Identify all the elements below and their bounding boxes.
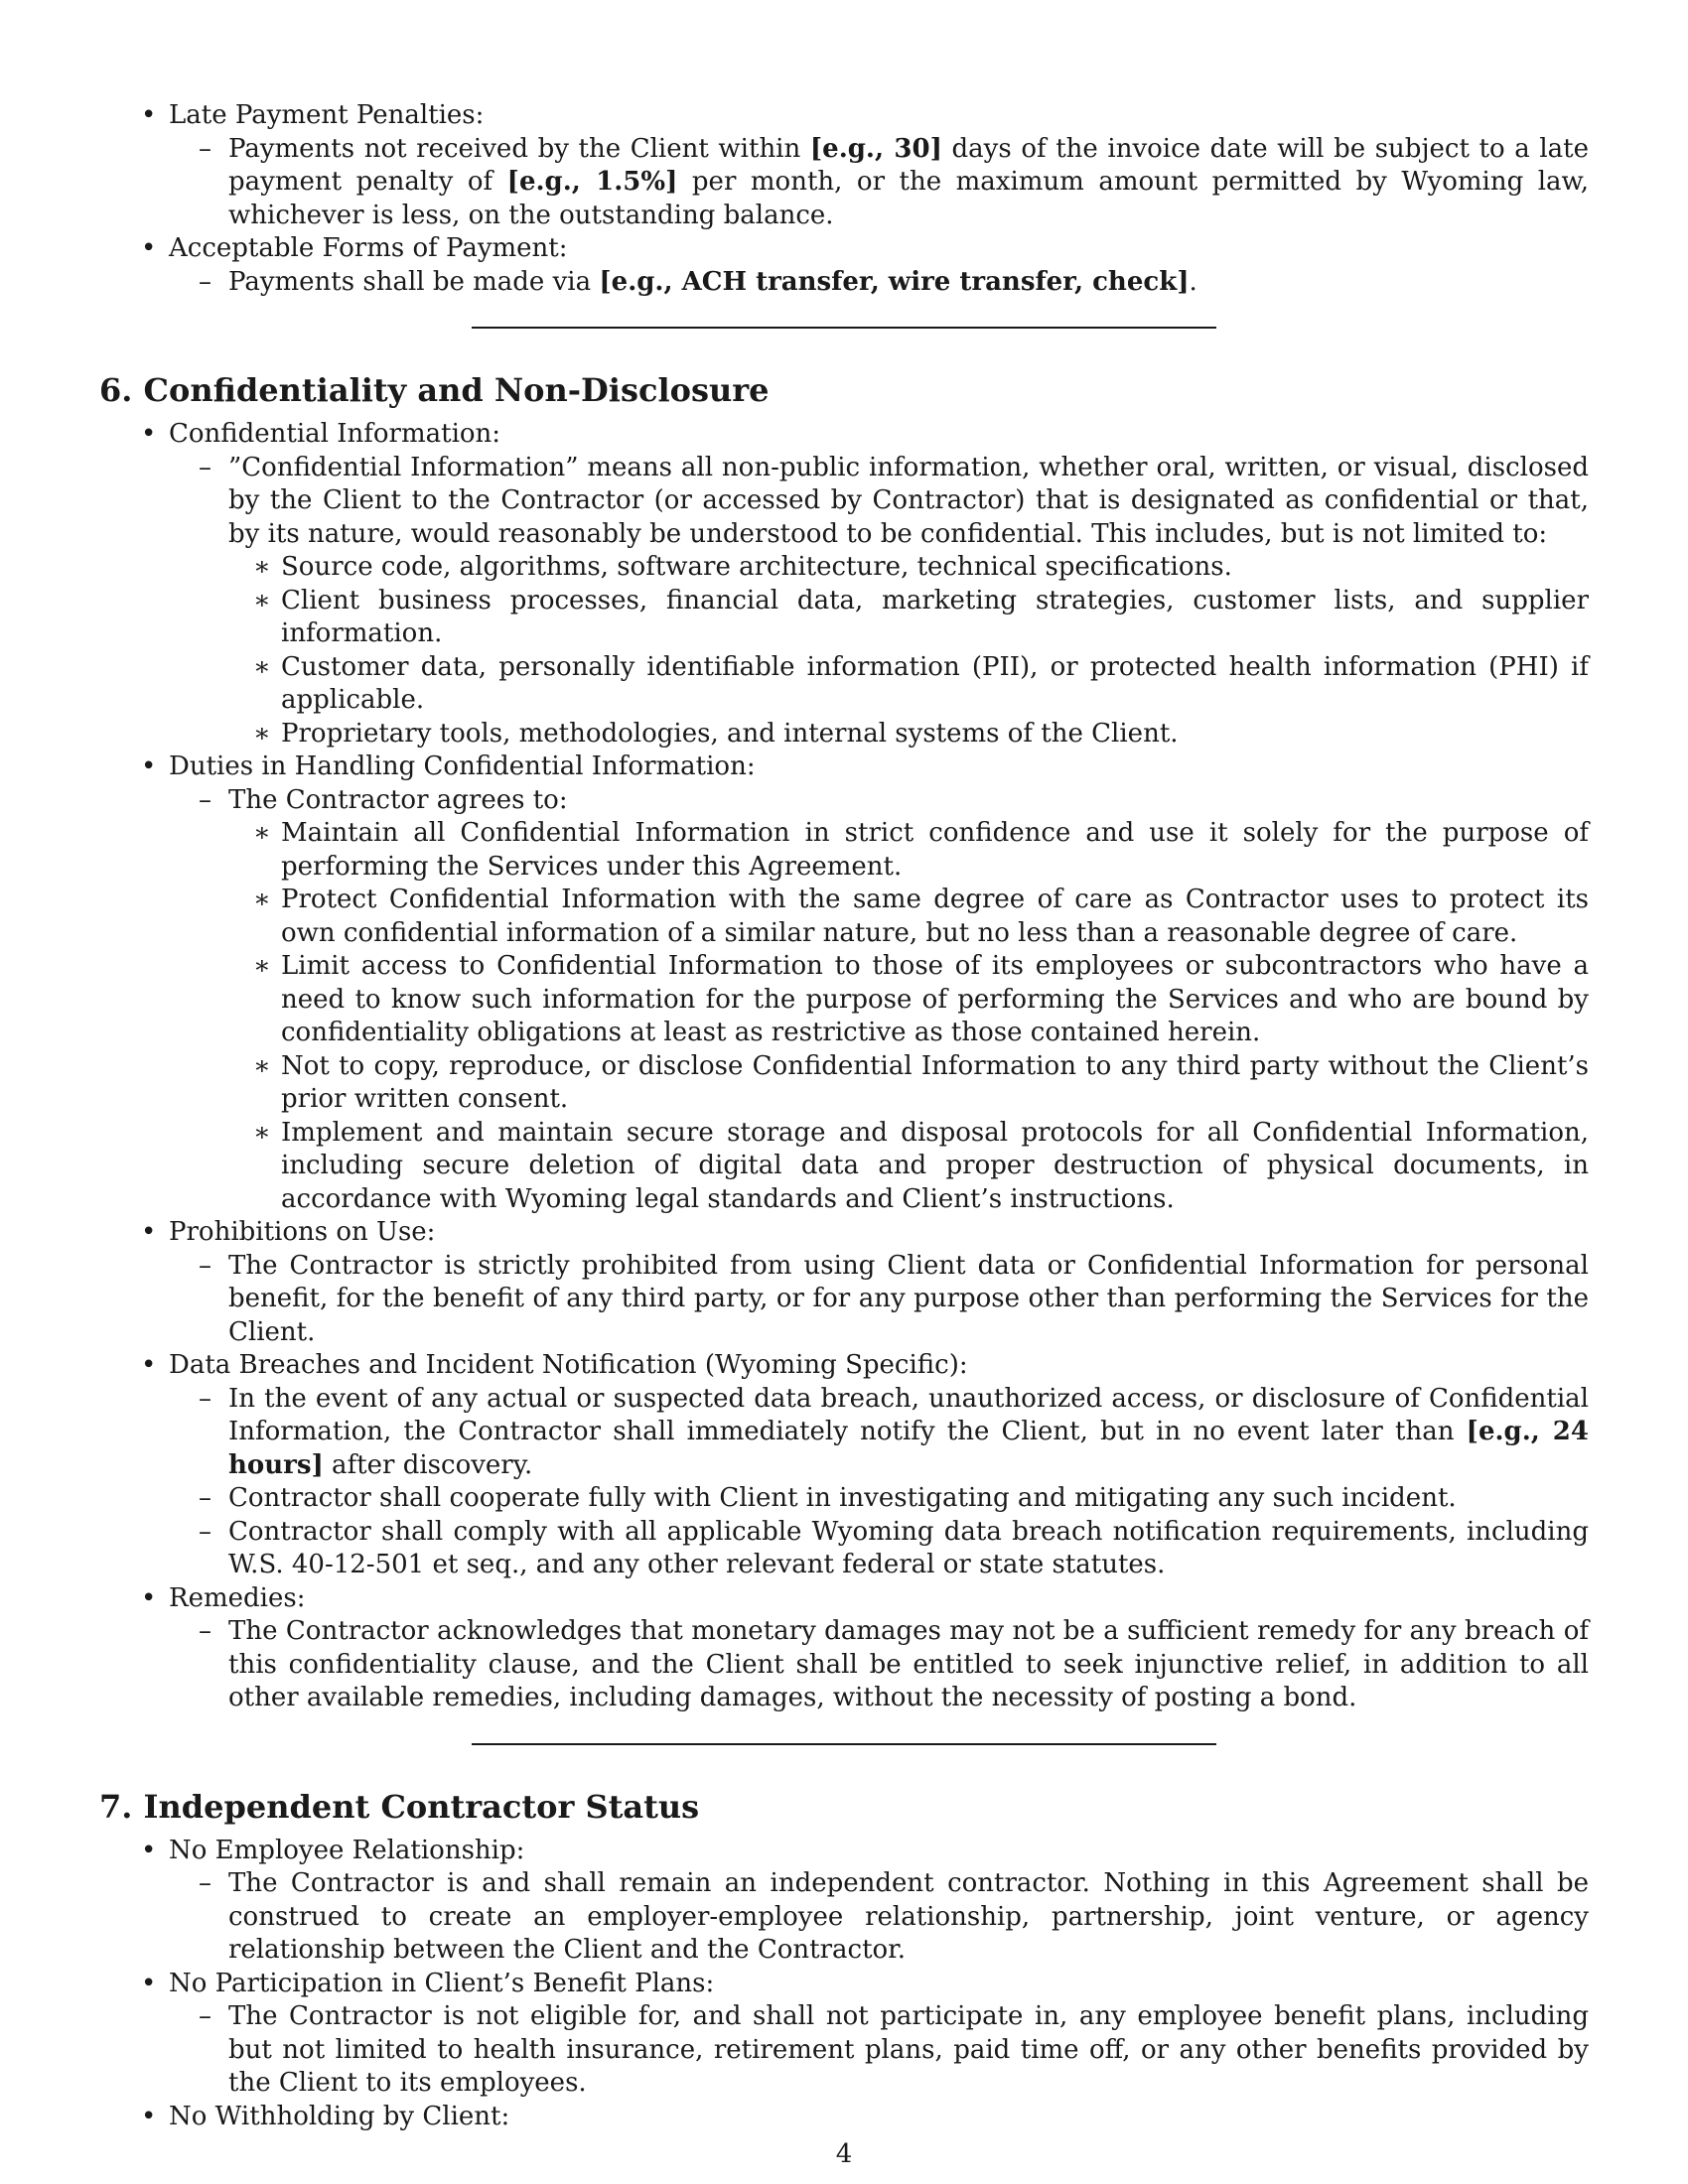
- placeholder-days: [e.g., 30]: [809, 133, 942, 164]
- sub-sub-item: [253, 817, 1589, 884]
- text-run: Client business processes, financial data, marketing strategies, customer lists, and supplier information.: [281, 585, 1589, 648]
- sub-item: [199, 784, 1589, 1217]
- sub-sub-item: [253, 1117, 1589, 1217]
- bullet-marker: •: [141, 419, 157, 449]
- text-run: Protect Confidential Information with the same degree of care as Contractor uses to protect its own confidential information of a similar nature, but no less than a reasonable degree of care.: [281, 885, 1589, 948]
- sub-item: [199, 1516, 1589, 1582]
- dash-marker: –: [199, 266, 211, 297]
- text-run: days of the invoice date will be subject to a late payment penalty of: [228, 133, 1589, 197]
- list-item-remedies: [141, 1582, 1589, 1715]
- star-marker: ∗: [253, 1050, 271, 1081]
- text-run: Limit access to Confidential Information to those of its employees or subcontractors who have a need to know such information for the purpose of performing the Services and who are bound by confidentiality obligations at least as restrictive as those contained herein.: [281, 951, 1589, 1047]
- dash-marker: –: [199, 133, 211, 164]
- text-run: The Contractor is and shall remain an independent contractor. Nothing in this Agreement shall be construed to create an employer-employee relationship, partnership, joint venture, or agency relationship between the Client and the Contractor.: [228, 1868, 1589, 1965]
- bullet-marker: •: [141, 1217, 157, 1247]
- sub-sub-item: [253, 1050, 1589, 1117]
- page-number: 4: [835, 2139, 853, 2169]
- text-run: Payments shall be made via: [228, 266, 600, 297]
- sub-item: [199, 1615, 1589, 1715]
- item-label: Duties in Handling Confidential Information:: [169, 751, 756, 781]
- list-item-data-breaches: [141, 1349, 1589, 1582]
- section-heading-independent-contractor: 7. Independent Contractor Status: [99, 1787, 700, 1826]
- list-item-confidential-information: [141, 418, 1589, 751]
- star-marker: ∗: [253, 552, 271, 582]
- item-label: Prohibitions on Use:: [169, 1217, 436, 1247]
- dash-marker: –: [199, 1383, 211, 1414]
- sub-item: [199, 1383, 1589, 1483]
- bullet-marker: •: [141, 1350, 157, 1380]
- document-page: [99, 99, 1589, 2133]
- text-run: The Contractor is not eligible for, and shall not participate in, any employee benefit plans, including but not limited to health insurance, retirement plans, paid time off, or any other benefits provided by the Client to its employees.: [228, 2001, 1589, 2098]
- sub-sub-item: [253, 950, 1589, 1050]
- star-marker: ∗: [253, 818, 271, 848]
- text-run: In the event of any actual or suspected data breach, unauthorized access, or disclosure of Confidential Information, the Contractor shall immediately notify the Client, but in no event later than: [228, 1383, 1589, 1446]
- placeholder-notification-time: [e.g., 24 hours]: [228, 1417, 1589, 1480]
- text-run: The Contractor is strictly prohibited from using Client data or Confidential Information for personal benefit, for the benefit of any third party, or for any purpose other than performing the Services for the Client.: [228, 1250, 1589, 1347]
- text-run: Not to copy, reproduce, or disclose Confidential Information to any third party without the Client’s prior written consent.: [281, 1050, 1589, 1114]
- dash-marker: –: [199, 1483, 211, 1513]
- bullet-marker: •: [141, 2101, 157, 2131]
- section-divider: [472, 327, 1216, 329]
- dash-marker: –: [199, 1516, 211, 1547]
- bullet-marker: •: [141, 751, 157, 781]
- item-label: Confidential Information:: [169, 419, 501, 449]
- bullet-marker: •: [141, 1835, 157, 1865]
- list-item-no-benefit-plans: [141, 1968, 1589, 2101]
- bullet-marker: •: [141, 233, 157, 263]
- placeholder-payment-methods: [e.g., ACH transfer, wire transfer, check]: [599, 266, 1190, 297]
- dash-marker: –: [199, 1616, 211, 1646]
- sub-item: [199, 1482, 1589, 1516]
- item-label: No Employee Relationship:: [169, 1835, 525, 1865]
- text-run: Maintain all Confidential Information in strict confidence and use it solely for the purpose of performing the Services under this Agreement.: [281, 818, 1589, 882]
- list-item-no-withholding: [141, 2101, 1589, 2134]
- sub-sub-item: [253, 585, 1589, 651]
- text-run: ”Confidential Information” means all non-public information, whether oral, written, or visual, disclosed by the Client to the Contractor (or accessed by Contractor) that is designated as confidential or that, by its nature, would reasonably be understood to be confidential. This includes, but is not limited to:: [228, 452, 1589, 549]
- item-label: No Withholding by Client:: [169, 2101, 510, 2131]
- star-marker: ∗: [253, 651, 271, 682]
- dash-marker: –: [199, 784, 211, 815]
- placeholder-penalty: [e.g., 1.5%]: [506, 167, 678, 197]
- sub-sub-item: [253, 651, 1589, 718]
- sub-sub-item: [253, 718, 1589, 751]
- item-label: Late Payment Penalties:: [169, 100, 485, 130]
- section-heading-confidentiality: 6. Confidentiality and Non-Disclosure: [99, 371, 770, 409]
- text-run: The Contractor agrees to:: [228, 784, 568, 815]
- text-run: Proprietary tools, methodologies, and internal systems of the Client.: [281, 718, 1179, 749]
- sub-sub-item: [253, 551, 1589, 585]
- dash-marker: –: [199, 1868, 211, 1898]
- bullet-marker: •: [141, 1968, 157, 1998]
- text-run: per month, or the maximum amount permitted by Wyoming law, whichever is less, on the outstanding balance.: [228, 167, 1589, 230]
- star-marker: ∗: [253, 951, 271, 981]
- payment-terms-list: [99, 99, 1589, 299]
- list-item-late-payment: [141, 99, 1589, 232]
- star-marker: ∗: [253, 585, 271, 615]
- item-label: Data Breaches and Incident Notification (Wyoming Specific):: [169, 1350, 968, 1380]
- dash-marker: –: [199, 1250, 211, 1281]
- sub-item: [199, 1250, 1589, 1350]
- star-marker: ∗: [253, 885, 271, 914]
- text-run: Implement and maintain secure storage and disposal protocols for all Confidential Information, including secure deletion of digital data and proper destruction of physical documents, in accordance with Wyoming legal standards and Client’s instructions.: [281, 1117, 1589, 1214]
- text-run: Customer data, personally identifiable information (PII), or protected health information (PHI) if applicable.: [281, 651, 1589, 715]
- bullet-marker: •: [141, 1582, 157, 1613]
- sub-item: [199, 1867, 1589, 1968]
- sub-item: [199, 2000, 1589, 2101]
- item-label: Acceptable Forms of Payment:: [169, 233, 568, 263]
- star-marker: ∗: [253, 1117, 271, 1148]
- text-run: Contractor shall comply with all applicable Wyoming data breach notification requirements, including W.S. 40-12-501 et seq., and any other relevant federal or state statutes.: [228, 1516, 1589, 1579]
- sub-item: [199, 133, 1589, 233]
- text-run: Payments not received by the Client within: [228, 133, 810, 164]
- text-run: .: [1189, 266, 1197, 297]
- sub-item: [199, 266, 1589, 300]
- dash-marker: –: [199, 2001, 211, 2031]
- text-run: after discovery.: [323, 1449, 533, 1480]
- contractor-status-list: [99, 1835, 1589, 2134]
- list-item-duties: [141, 751, 1589, 1216]
- sub-sub-item: [253, 884, 1589, 950]
- dash-marker: –: [199, 452, 211, 482]
- sub-item: [199, 452, 1589, 751]
- list-item-payment-forms: [141, 232, 1589, 299]
- text-run: The Contractor acknowledges that monetary damages may not be a sufficient remedy for any breach of this confidentiality clause, and the Client shall be entitled to seek injunctive relief, in addition to all other available remedies, including damages, without the necessity of posting a bond.: [228, 1616, 1589, 1712]
- list-item-prohibitions: [141, 1216, 1589, 1349]
- bullet-marker: •: [141, 100, 157, 130]
- list-item-no-employee-relationship: [141, 1835, 1589, 1968]
- text-run: Source code, algorithms, software architecture, technical specifications.: [281, 552, 1232, 582]
- text-run: Contractor shall cooperate fully with Client in investigating and mitigating any such incident.: [228, 1483, 1457, 1513]
- section-divider: [472, 1743, 1216, 1745]
- item-label: Remedies:: [169, 1582, 306, 1613]
- item-label: No Participation in Client’s Benefit Plans:: [169, 1968, 715, 1998]
- star-marker: ∗: [253, 718, 271, 749]
- confidentiality-list: [99, 418, 1589, 1715]
